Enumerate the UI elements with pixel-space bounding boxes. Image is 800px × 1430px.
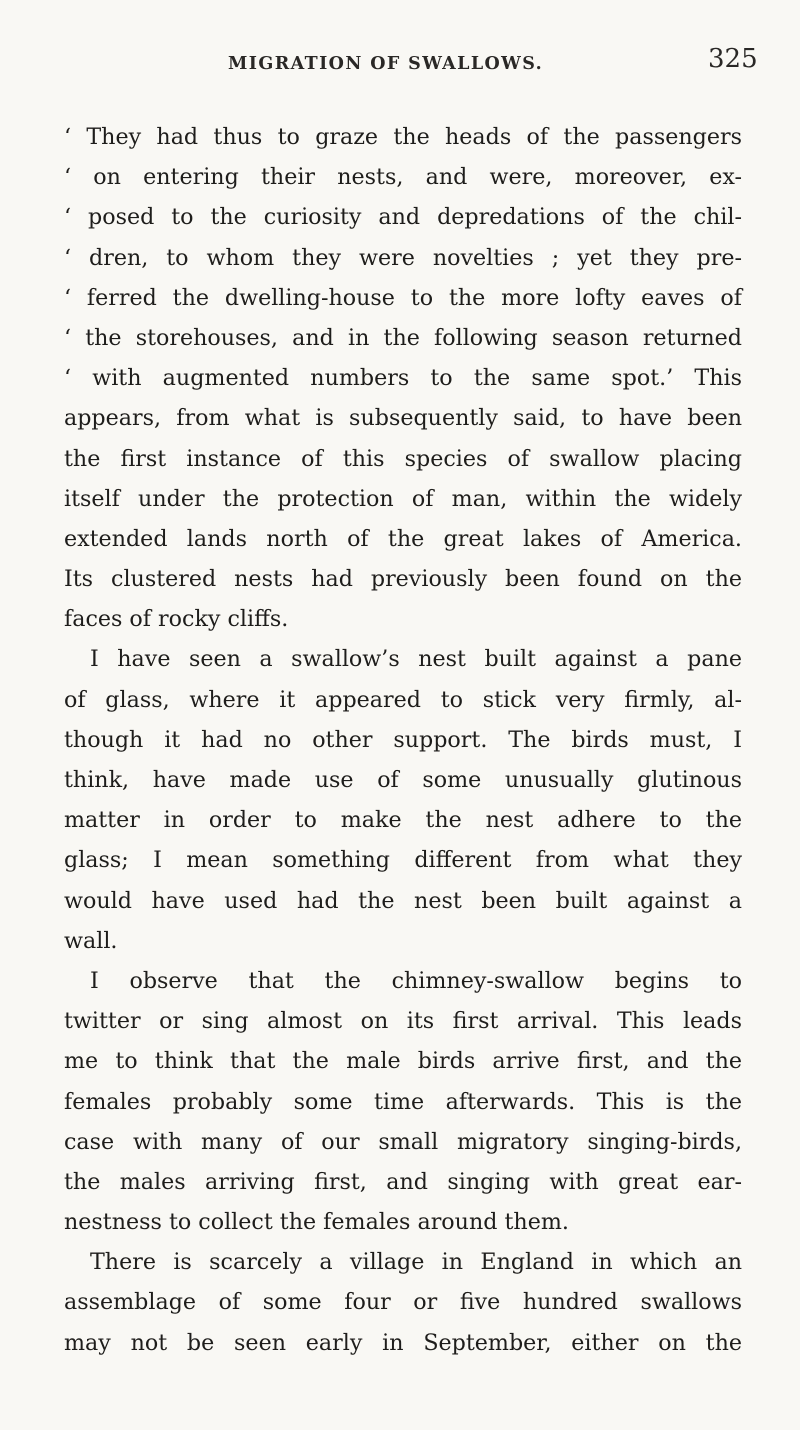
text-line: ‘ with augmented numbers to the same spot.’ This — [64, 365, 742, 392]
text-line: case with many of our small migratory singing-birds, — [64, 1128, 742, 1155]
text-line: Its clustered nests had previously been found on the — [64, 566, 742, 593]
text-line: the first instance of this species of swallow placing — [64, 445, 742, 472]
text-line: females probably some time afterwards. This is the — [64, 1088, 742, 1115]
text-line: ‘ dren, to whom they were novelties ; yet they pre- — [64, 244, 742, 271]
text-line: think, have made use of some unusually glutinous — [64, 767, 742, 793]
text-line: assemblage of some four or five hundred swallows — [64, 1289, 742, 1316]
page-number: 325 — [708, 44, 758, 74]
text-line: ‘ the storehouses, and in the following season returned — [64, 324, 742, 351]
text-line: itself under the protection of man, within the widely — [64, 485, 742, 512]
text-line: though it had no other support. The birds must, I — [64, 726, 742, 753]
text-line: would have used had the nest been built against a — [64, 887, 742, 914]
text-line: appears, from what is subsequently said, to have been — [64, 405, 742, 432]
running-head: MIGRATION OF SWALLOWS. — [228, 54, 544, 74]
body-text — [64, 117, 742, 1363]
text-line: twitter or sing almost on its first arrival. This leads — [64, 1008, 742, 1035]
text-line: ‘ on entering their nests, and were, moreover, ex- — [64, 164, 742, 191]
text-line: glass; I mean something different from what they — [64, 847, 742, 874]
text-line: of glass, where it appeared to stick very firmly, al- — [64, 686, 742, 713]
text-line: I have seen a swallow’s nest built against a pane — [90, 646, 742, 673]
text-line: nestness to collect the females around them. — [64, 1209, 569, 1236]
text-line: There is scarcely a village in England in which an — [90, 1249, 742, 1276]
text-line: matter in order to make the nest adhere to the — [64, 807, 742, 834]
text-line: extended lands north of the great lakes of America. — [64, 525, 742, 552]
text-line: I observe that the chimney-swallow begins to — [90, 967, 742, 994]
text-line: ‘ They had thus to graze the heads of the passengers — [64, 124, 742, 150]
text-line: the males arriving first, and singing with great ear- — [64, 1168, 742, 1195]
text-line: may not be seen early in September, either on the — [64, 1329, 742, 1356]
text-line: ‘ ferred the dwelling-house to the more lofty eaves of — [64, 284, 742, 311]
text-line: faces of rocky cliffs. — [64, 606, 289, 633]
text-line: wall. — [64, 927, 118, 954]
text-line: me to think that the male birds arrive first, and the — [64, 1048, 742, 1075]
text-line: ‘ posed to the curiosity and depredations of the chil- — [64, 204, 742, 231]
